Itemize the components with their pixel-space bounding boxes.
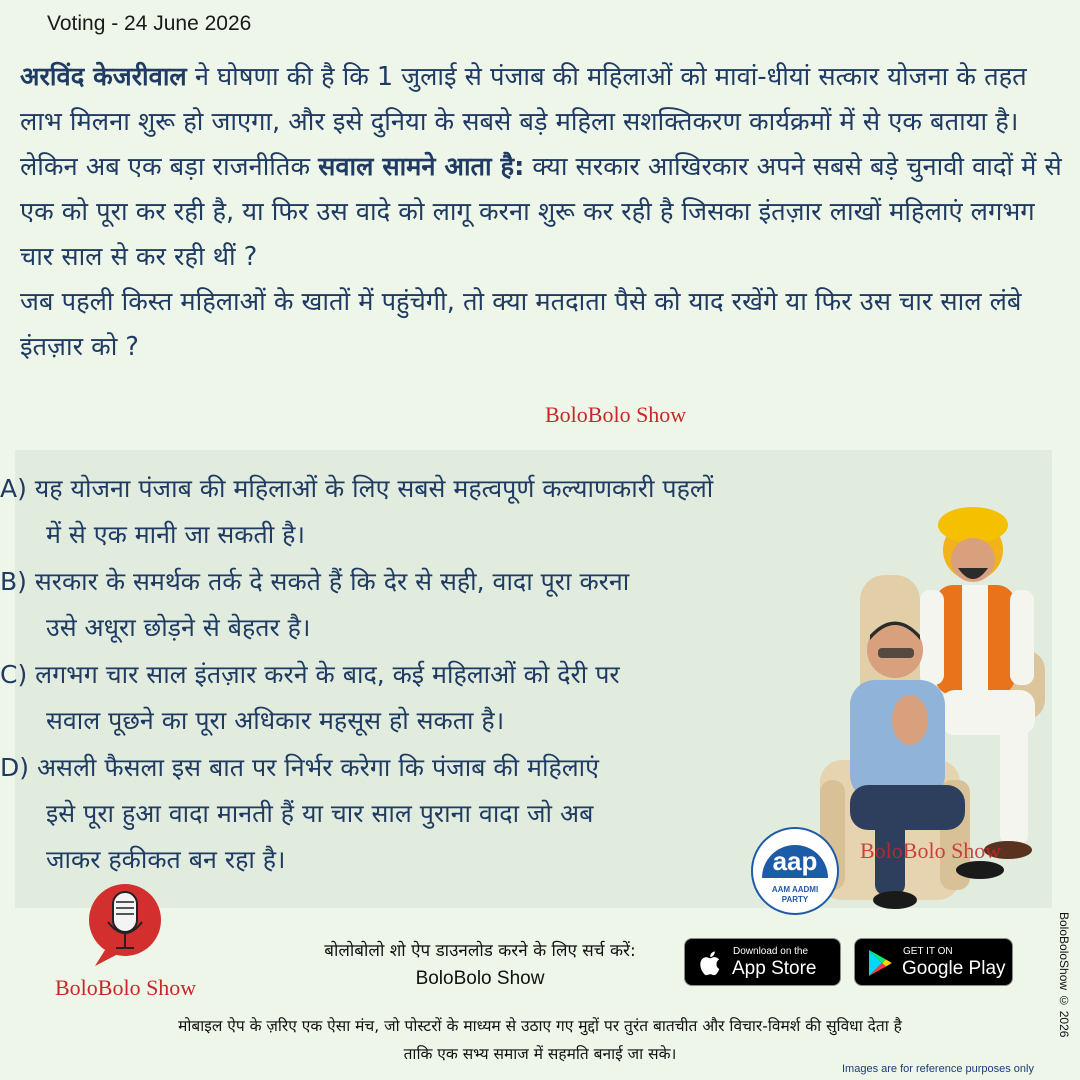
footer-description-line1: मोबाइल ऐप के ज़रिए एक ऐसा मंच, जो पोस्टरों के माध्यम से उठाए गए मुद्दों पर तुरंत बातचीत और विचार-विमर्श की सुविधा देता है: [178, 1017, 902, 1035]
apple-icon: [697, 949, 721, 977]
footer-description-line2: ताकि एक सभ्य समाज में सहमति बनाई जा सके।: [403, 1045, 677, 1063]
aap-logo-sub2: PARTY: [781, 895, 809, 904]
option-d-line2: इसे पूरा हुआ वादा मानती हैं या चार साल पुराना वादा जो अब: [46, 799, 594, 828]
copyright: BoloBoloShow © 2026: [1057, 912, 1071, 1038]
intro-p3: जब पहली किस्त महिलाओं के खातों में पहुंचेगी, तो क्या मतदाता पैसे को याद रखेंगे या फिर उस चार साल लंबे इंतज़ार को ?: [20, 287, 1022, 362]
option-b[interactable]: [0, 559, 629, 651]
google-play-button[interactable]: [854, 938, 1013, 986]
intro-p2-rest: क्या सरकार आखिरकार अपने सबसे बड़े चुनावी वादों में से एक को पूरा कर रही है, या फिर उस वादे को लागू करना शुरू कर रही है जिसका इंतज़ार लाखों महिलाएं लगभग चार साल से कर रही थीं ?: [20, 152, 1062, 272]
intro-p2-bold: सवाल सामने आता है:: [318, 152, 525, 182]
google-play-small-text: GET IT ON: [903, 946, 953, 957]
watermark-intro: BoloBolo Show: [545, 402, 687, 427]
intro-text: [20, 55, 1065, 370]
google-play-icon: [867, 949, 893, 977]
option-d-line1: D) असली फैसला इस बात पर निर्भर करेगा कि पंजाब की महिलाएं: [0, 753, 599, 782]
option-b-line1: B) सरकार के समर्थक तर्क दे सकते हैं कि देर से सही, वादा पूरा करना: [0, 567, 630, 596]
option-c-line2: सवाल पूछने का पूरा अधिकार महसूस हो सकता है।: [46, 706, 505, 735]
footer-description: [20, 1012, 1060, 1068]
aap-logo-sub1: AAM AADMI: [771, 885, 819, 894]
app-store-small-text: Download on the: [733, 946, 809, 957]
search-hint: [300, 937, 660, 993]
aap-logo-text: aap: [772, 846, 818, 876]
option-a-line1: A) यह योजना पंजाब की महिलाओं के लिए सबसे महत्वपूर्ण कल्याणकारी पहलों: [0, 474, 714, 503]
voting-date: Voting - 24 June 2026: [47, 12, 252, 35]
watermark-photo: BoloBolo Show: [860, 838, 1002, 863]
footer-brand-name: BoloBolo Show: [55, 975, 197, 1000]
option-c[interactable]: [0, 652, 620, 744]
google-play-big-text: Google Play: [902, 958, 1006, 979]
disclaimer: Images are for reference purposes only: [842, 1063, 1034, 1075]
option-c-line1: C) लगभग चार साल इंतज़ार करने के बाद, कई महिलाओं को देरी पर: [0, 660, 620, 689]
app-store-big-text: App Store: [732, 958, 817, 979]
intro-p1: ने घोषणा की है कि 1 जुलाई से पंजाब की महिलाओं को मावां-धीयां सत्कार योजना के तहत लाभ मिलना शुरू हो जाएगा, और इसे दुनिया के सबसे बड़े महिला सशक्तिकरण कार्यक्रमों में से एक बताया है।: [20, 62, 1027, 137]
search-hint-text: बोलोबोलो शो ऐप डाउनलोड करने के लिए सर्च करें:: [324, 941, 636, 961]
option-b-line2: उसे अधूरा छोड़ने से बेहतर है।: [46, 613, 311, 642]
intro-name: अरविंद केजरीवाल: [20, 62, 187, 92]
option-d-line3: जाकर हकीकत बन रहा है।: [46, 845, 286, 874]
option-d[interactable]: [0, 745, 599, 883]
option-a-line2: में से एक मानी जा सकती है।: [46, 520, 305, 549]
aap-logo: [750, 826, 840, 916]
search-term: BoloBolo Show: [415, 968, 545, 989]
microphone-logo-icon: [80, 880, 170, 970]
app-store-button[interactable]: [684, 938, 841, 986]
option-a[interactable]: [0, 466, 713, 558]
intro-p2-start: लेकिन अब एक बड़ा राजनीतिक: [20, 152, 319, 182]
